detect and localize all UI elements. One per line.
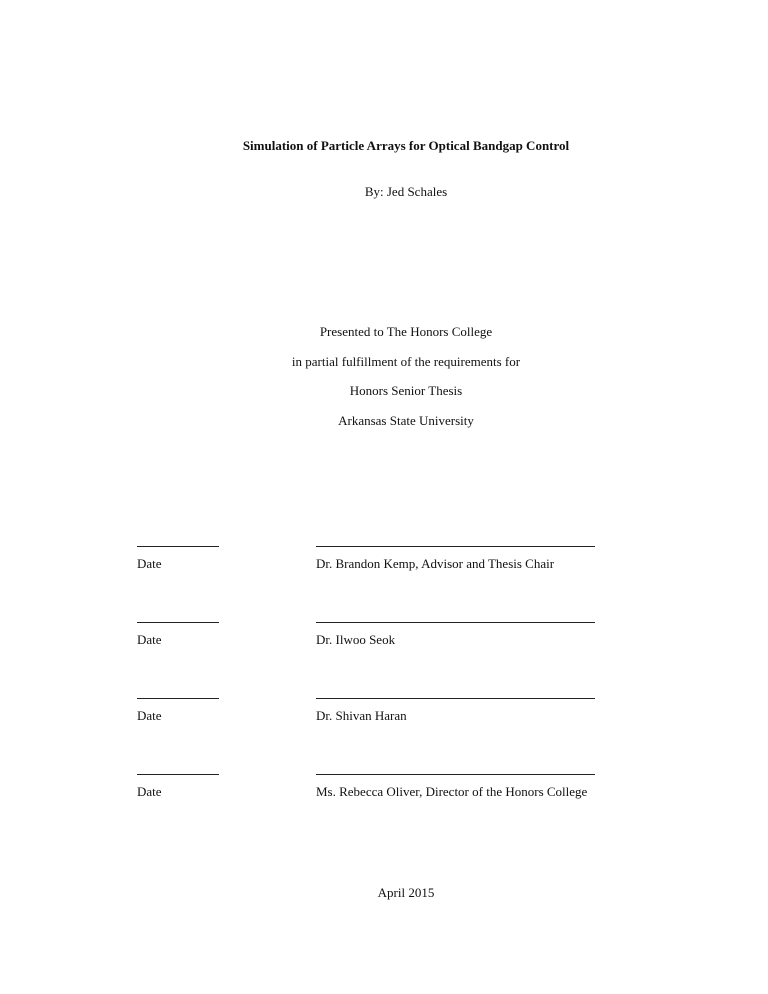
signature-block	[0, 684, 768, 744]
name-signature-line	[316, 774, 595, 775]
presentation-line: Honors Senior Thesis	[349, 383, 463, 398]
date-label: Date	[137, 784, 162, 799]
author-byline: By: Jed Schales	[364, 184, 448, 199]
name-signature-line	[316, 698, 595, 699]
date-label: Date	[137, 632, 162, 647]
date-signature-line	[137, 546, 219, 547]
presentation-line: in partial fulfillment of the requirements for	[291, 354, 521, 369]
date-signature-line	[137, 698, 219, 699]
date-label: Date	[137, 708, 162, 723]
signer-name: Dr. Brandon Kemp, Advisor and Thesis Chair	[316, 556, 555, 571]
signer-name: Dr. Shivan Haran	[316, 708, 407, 723]
thesis-title: Simulation of Particle Arrays for Optical Bandgap Control	[242, 138, 570, 153]
name-signature-line	[316, 546, 595, 547]
date-label: Date	[137, 556, 162, 571]
signer-name: Dr. Ilwoo Seok	[316, 632, 396, 647]
date-signature-line	[137, 774, 219, 775]
presentation-line: Presented to The Honors College	[319, 324, 493, 339]
date-signature-line	[137, 622, 219, 623]
presentation-line: Arkansas State University	[338, 413, 474, 428]
signature-block	[0, 608, 768, 668]
name-signature-line	[316, 622, 595, 623]
signer-name: Ms. Rebecca Oliver, Director of the Honors College	[316, 784, 588, 799]
signature-block	[0, 532, 768, 592]
signature-block	[0, 760, 768, 820]
submission-date: April 2015	[377, 885, 435, 900]
